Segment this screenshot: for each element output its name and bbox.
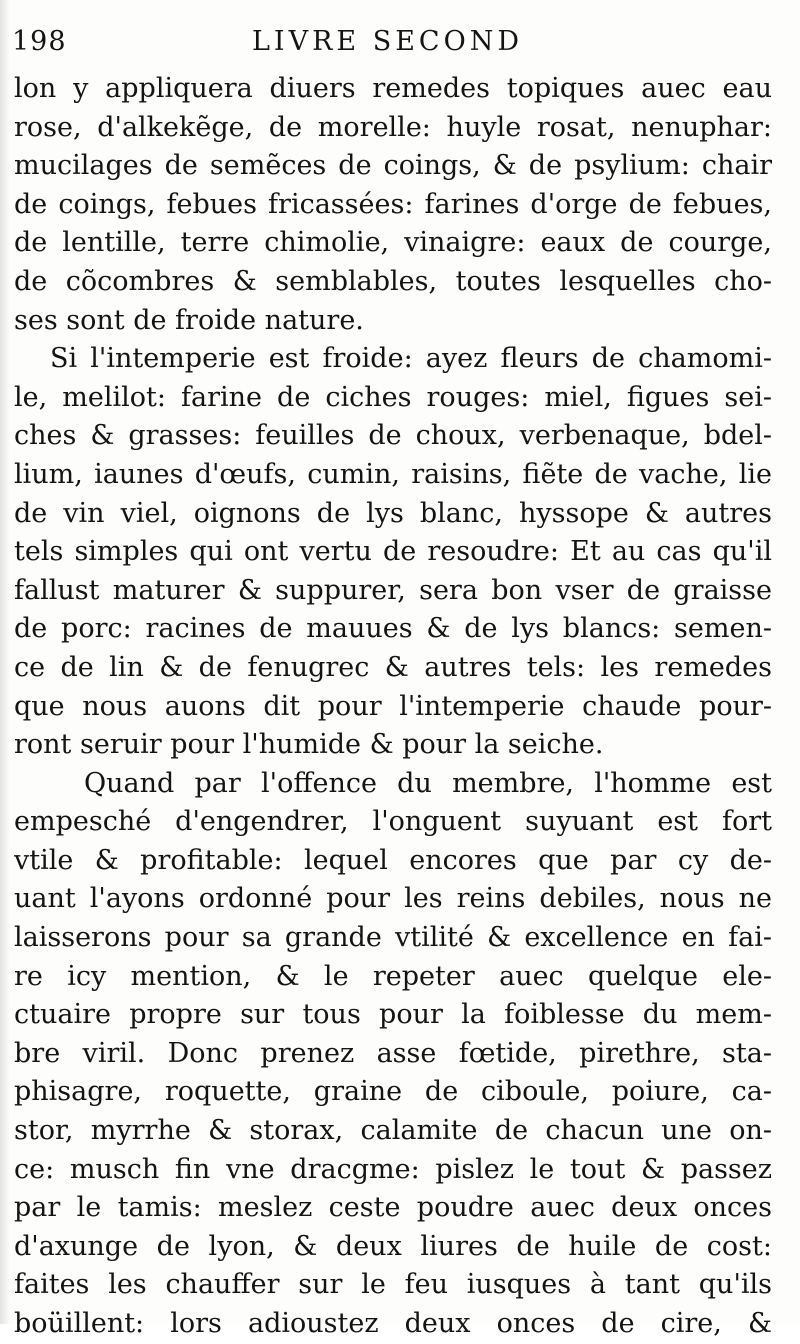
text-line: boüillent: lors adioustez deux onces de cire, & bbox=[14, 1308, 772, 1339]
text-line: lon y appliquera diuers remedes topiques auec eau bbox=[14, 73, 772, 104]
text-line: uant l'ayons ordonné pour les reins debiles, nous ne bbox=[14, 883, 772, 915]
text-line: ront seruir pour l'humide & pour la seiche. bbox=[14, 729, 604, 761]
page-number: 198 bbox=[12, 26, 67, 57]
text-line: de cõcombres & semblables, toutes lesquelles cho- bbox=[14, 265, 772, 297]
text-line: re icy mention, & le repeter auec quelque ele- bbox=[14, 960, 772, 992]
text-line: de coings, febues fricassées: farines d'orge de febues, bbox=[14, 188, 772, 220]
text-line: vtile & profitable: lequel encores que par cy de- bbox=[14, 844, 772, 876]
text-line: ches & grasses: feuilles de choux, verbenaque, bdel- bbox=[14, 420, 772, 452]
body-text bbox=[14, 70, 772, 1344]
text-line: bre viril. Donc prenez asse fœtide, pirethre, sta- bbox=[14, 1037, 772, 1069]
text-line: d'axunge de lyon, & deux liures de huile de cost: bbox=[14, 1230, 772, 1262]
text-line: faites les chauffer sur le feu iusques à tant qu'ils bbox=[14, 1269, 772, 1301]
text-line: empesché d'engendrer, l'onguent suyuant est fort bbox=[14, 806, 772, 838]
text-line: ce: musch fin vne dracgme: pislez le tout & passez bbox=[14, 1153, 772, 1185]
text-line: stor, myrrhe & storax, calamite de chacun une on- bbox=[14, 1115, 772, 1147]
text-line: lium, iaunes d'œufs, cumin, raisins, fiẽte de vache, lie bbox=[14, 458, 772, 490]
text-line: rose, d'alkekẽge, de morelle: huyle rosat, nenuphar: bbox=[14, 111, 772, 143]
text-line: tels simples qui ont vertu de resoudre: Et au cas qu'il bbox=[14, 536, 772, 568]
text-line: ctuaire propre sur tous pour la foiblesse du mem- bbox=[14, 999, 772, 1031]
paragraph-start-line: Si l'intemperie est froide: ayez fleurs de chamomi- bbox=[50, 343, 772, 375]
text-line: par le tamis: meslez ceste poudre auec deux onces bbox=[14, 1192, 772, 1224]
paragraph-start-line: Quand par l'offence du membre, l'homme est bbox=[84, 767, 772, 799]
text-line: le, melilot: farine de ciches rouges: miel, figues sei- bbox=[14, 381, 772, 413]
text-line: ce de lin & de fenugrec & autres tels: les remedes bbox=[14, 651, 772, 683]
text-line: mucilages de semẽces de coings, & de psylium: chair bbox=[14, 150, 772, 182]
text-line: de vin viel, oignons de lys blanc, hyssope & autres bbox=[14, 497, 772, 529]
text-line: de lentille, terre chimolie, vinaigre: eaux de courge, bbox=[14, 227, 772, 259]
text-line: ses sont de froide nature. bbox=[14, 304, 364, 336]
text-line: que nous auons dit pour l'intemperie chaude pour- bbox=[14, 690, 772, 722]
text-line: laisserons pour sa grande vtilité & excellence en fai- bbox=[14, 922, 772, 954]
text-line: phisagre, roquette, graine de ciboule, poiure, ca- bbox=[14, 1076, 772, 1108]
running-head bbox=[12, 26, 760, 66]
running-title: LIVRE SECOND bbox=[252, 26, 523, 57]
text-line: fallust maturer & suppurer, sera bon vser de graisse bbox=[14, 574, 772, 606]
text-line: de porc: racines de mauues & de lys blancs: semen- bbox=[14, 613, 772, 645]
